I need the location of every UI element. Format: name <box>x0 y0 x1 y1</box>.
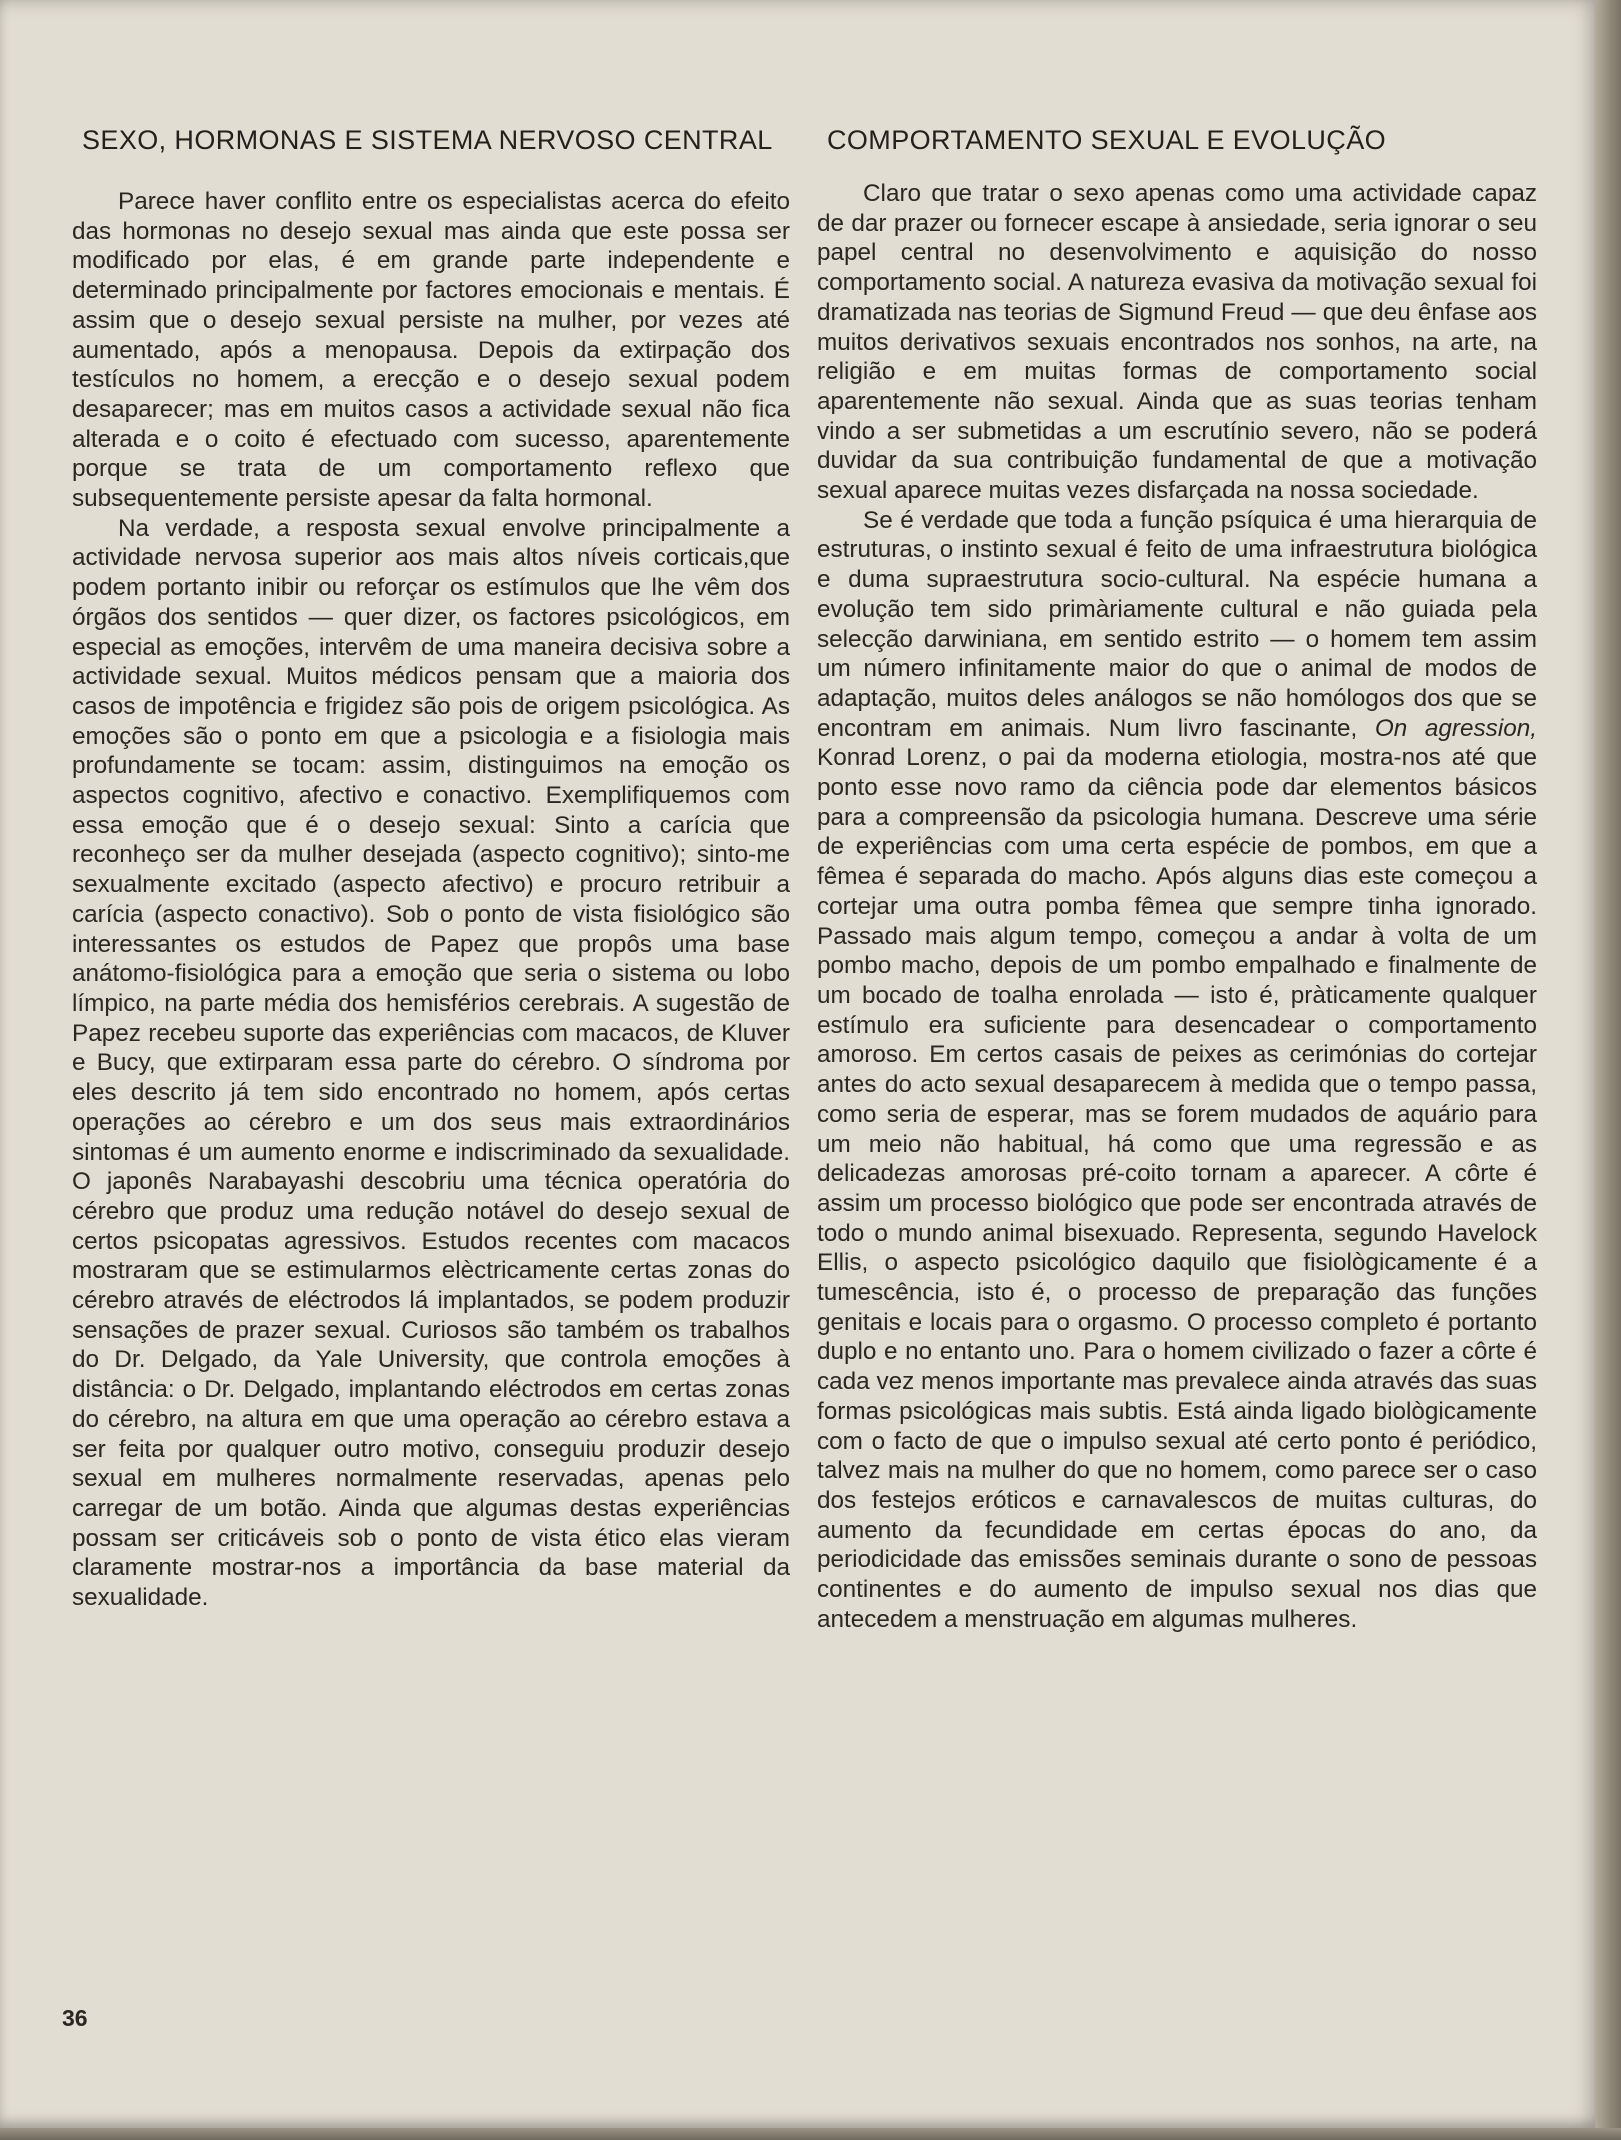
left-paragraph-1: Parece haver conflito entre os especialistas acerca do efeito das hormonas no desejo sexual mas ainda que este possa ser modificado por elas, é em grande parte independente e determinado principalmente por factores emocionais e mentais. É assim que o desejo sexual persiste na mulher, por vezes até aumentado, após a menopausa. Depois da extirpação dos testículos no homem, a erecção e o desejo sexual podem desaparecer; mas em muitos casos a actividade sexual não fica alterada e o coito é efectuado com sucesso, aparentemente porque se trata de um comportamento reflexo que subsequentemente persiste apesar da falta hormonal. <box>72 188 790 513</box>
book-spine-edge <box>1595 0 1621 2140</box>
page-number: 36 <box>62 2005 88 2031</box>
right-paragraph-2-part-2: Konrad Lorenz, o pai da moderna etiologia, mostra-nos até que ponto esse novo ramo da ciência pode dar elementos básicos para a compreensão da psicologia humana. Descreve uma série de experiências com uma certa espécie de pombos, em que a fêmea é separada do macho. Após alguns dias este começou a cortejar uma outra pomba fêmea que sempre tinha ignorado. Passado mais algum tempo, começou a andar à volta de um pombo macho, depois de um pombo empalhado e finalmente de um bocado de toalha enrolada — isto é, pràticamente qualquer estímulo era suficiente para desencadear o comportamento amoroso. Em certos casais de peixes as cerimónias do cortejar antes do acto sexual desaparecem à medida que o tempo passa, como seria de esperar, mas se forem mudados de aquário para um meio não habitual, há como que uma regressão e as delicadezas amorosas pré-coito tornam a aparecer. A côrte é assim um processo biológico que pode ser encontrada através de todo o mundo animal bisexuado. Representa, segundo Havelock Ellis, o aspecto psicológico daquilo que fisiològicamente é a tumescência, isto é, o processo de preparação das funções genitais e locais para o orgasmo. O processo completo é portanto duplo e no entanto uno. Para o homem civilizado o fazer a côrte é cada vez menos importante mas prevalece ainda através das suas formas psicológicas mais subtis. Está ainda ligado biològicamente com o facto de que o impulso sexual até certo ponto é periódico, talvez mais na mulher do que no homem, como parece ser o caso dos festejos eróticos e carnavalescos de muitas culturas, do aumento da fecundidade em certas épocas do ano, da periodicidade das emissões seminais durante o sono de pessoas continentes e do aumento de impulso sexual nos dias que antecedem a menstruação em algumas mulheres. <box>817 744 1537 1633</box>
right-paragraph-2 <box>817 506 1537 1635</box>
book-title: On agression, <box>1374 714 1537 742</box>
section-heading-left: SEXO, HORMONAS E SISTEMA NERVOSO CENTRAL <box>82 125 773 155</box>
right-column <box>817 124 1537 1634</box>
section-heading-right: COMPORTAMENTO SEXUAL E EVOLUÇÃO <box>827 125 1387 155</box>
right-paragraph-1: Claro que tratar o sexo apenas como uma actividade capaz de dar prazer ou fornecer escape à ansiedade, seria ignorar o seu papel central no desenvolvimento e aquisição do nosso comportamento social. A natureza evasiva da motivação sexual foi dramatizada nas teorias de Sigmund Freud — que deu ênfase aos muitos derivativos sexuais encontrados nos sonhos, na arte, na religião e em muitas formas de comportamento social aparentemente não sexual. Ainda que as suas teorias tenham vindo a ser submetidas a um escrutínio severo, não se poderá duvidar da sua contribuição fundamental de que a motivação sexual aparece muitas vezes disfarçada na nossa sociedade. <box>817 180 1537 505</box>
left-paragraph-2: Na verdade, a resposta sexual envolve principalmente a actividade nervosa superior aos mais altos níveis corticais,que podem portanto inibir ou reforçar os estímulos que lhe vêm dos órgãos dos sentidos — quer dizer, os factores psicológicos, em especial as emoções, intervêm de uma maneira decisiva sobre a actividade sexual. Muitos médicos pensam que a maioria dos casos de impotência e frigidez são pois de origem psicológica. As emoções são o ponto em que a psicologia e a fisiologia mais profundamente se tocam: assim, distinguimos na emoção os aspectos cognitivo, afectivo e conactivo. Exemplifiquemos com essa emoção que é o desejo sexual: Sinto a carícia que reconheço ser da mulher desejada (aspecto cognitivo); sinto-me sexualmente excitado (aspecto afectivo) e procuro retribuir a carícia (aspecto conactivo). Sob o ponto de vista fisiológico são interessantes os estudos de Papez que propôs uma base anátomo-fisiológica para a emoção que seria o sistema ou lobo límpico, na parte média dos hemisférios cerebrais. A sugestão de Papez recebeu suporte das experiências com macacos, de Kluver e Bucy, que extirparam essa parte do cérebro. O síndroma por eles descrito já tem sido encontrado no homem, após certas operações ao cérebro e um dos seus mais extraordinários sintomas é um aumento enorme e indiscriminado da sexualidade. O japonês Narabayashi descobriu uma técnica operatória do cérebro que produz uma redução notável do desejo sexual de certos psicopatas agressivos. Estudos recentes com macacos mostraram que se estimularmos elèctricamente certas zonas do cérebro através de eléctrodos lá implantados, se podem produzir sensações de prazer sexual. Curiosos são também os trabalhos do Dr. Delgado, da Yale University, que controla emoções à distância: o Dr. Delgado, implantando eléctrodos em certas zonas do cérebro, na altura em que uma operação ao cérebro estava a ser feita por qualquer outro motivo, conseguiu produzir desejo sexual em mulheres normalmente reservadas, apenas pelo carregar de um botão. Ainda que algumas destas experiências possam ser criticáveis sob o ponto de vista ético elas vieram claramente mostrar-nos a importância da base material da sexualidade. <box>72 514 790 1612</box>
page-bottom-edge <box>0 2128 1621 2140</box>
left-column <box>70 124 790 1613</box>
right-paragraph-2-part-1: Se é verdade que toda a função psíquica é uma hierarquia de estruturas, o instinto sexual é feito de uma infraestrutura biológica e duma supraestrutura socio-cultural. Na espécie humana a evolução tem sido primàriamente cultural e não guiada pela selecção darwiniana, em sentido estrito — o homem tem assim um número infinitamente maior do que o animal de modos de adaptação, muitos deles análogos se não homólogos dos que se encontram em animais. Num livro fascinante, <box>817 506 1537 742</box>
